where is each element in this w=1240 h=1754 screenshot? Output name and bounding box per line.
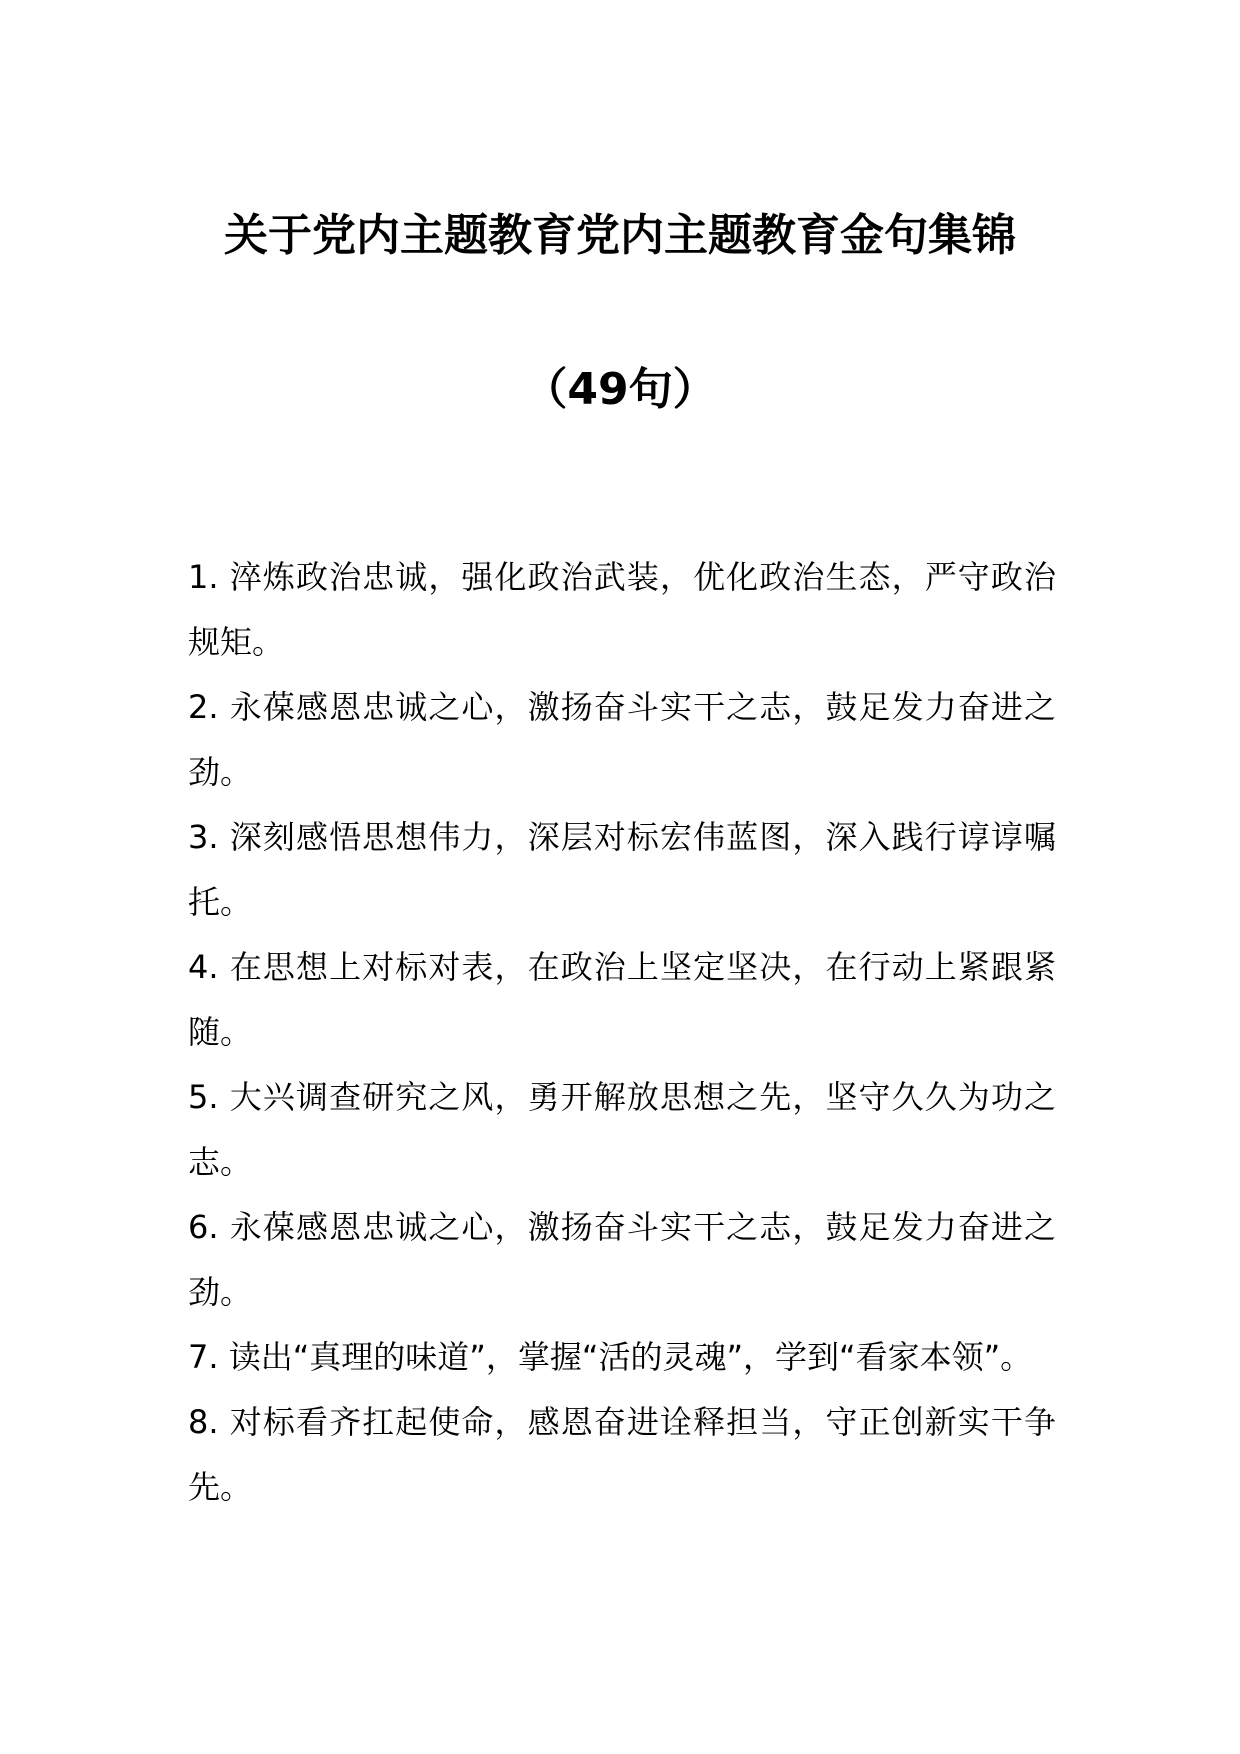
quote-item-4: 4. 在思想上对标对表，在政治上坚定坚决，在行动上紧跟紧随。 — [188, 948, 1056, 1051]
quote-item-6: 6. 永葆感恩忠诚之心，激扬奋斗实干之志，鼓足发力奋进之劲。 — [188, 1208, 1056, 1311]
quote-item-5: 5. 大兴调查研究之风，勇开解放思想之先，坚守久久为功之志。 — [188, 1078, 1056, 1181]
document-title: 关于党内主题教育党内主题教育金句集锦 — [224, 210, 1016, 261]
quote-item-3: 3. 深刻感悟思想伟力，深层对标宏伟蓝图，深入践行谆谆嘱托。 — [188, 818, 1056, 921]
quote-item-1: 1. 淬炼政治忠诚，强化政治武装，优化政治生态，严守政治规矩。 — [188, 558, 1056, 661]
quote-item-7: 7. 读出“真理的味道”，掌握“活的灵魂”，学到“看家本领”。 — [188, 1338, 1033, 1376]
document-subtitle: （49句） — [523, 364, 717, 415]
quote-item-2: 2. 永葆感恩忠诚之心，激扬奋斗实干之志，鼓足发力奋进之劲。 — [188, 688, 1056, 791]
quote-list — [188, 545, 1056, 1520]
quote-item-8: 8. 对标看齐扛起使命，感恩奋进诠释担当，守正创新实干争先。 — [188, 1403, 1056, 1506]
